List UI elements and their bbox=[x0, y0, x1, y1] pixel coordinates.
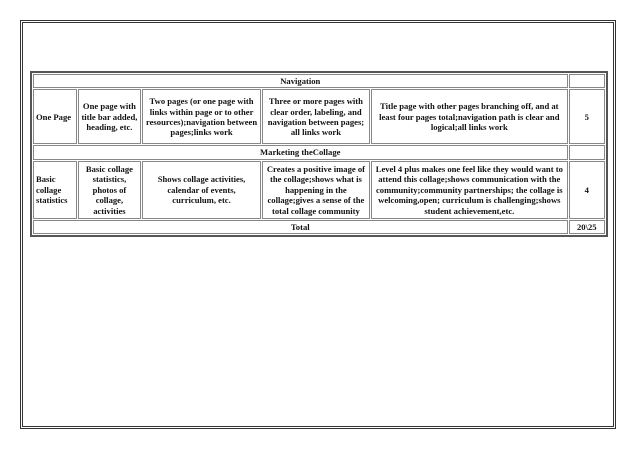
score-cell: 4 bbox=[569, 161, 605, 219]
level-1-cell: Basic collage statistics, photos of collage, activities bbox=[78, 161, 142, 219]
table-row bbox=[33, 89, 605, 144]
level-4-cell: Level 4 plus makes one feel like they would want to attend this collage;shows communication with the community;community partnerships; the collage is welcoming,open; curriculum is challenging;shows student achievement,etc. bbox=[371, 161, 567, 219]
total-label: Total bbox=[33, 220, 568, 234]
level-4-cell: Title page with other pages branching off, and at least four pages total;navigation path is clear and logical;all links work bbox=[371, 89, 567, 144]
level-3-cell: Creates a positive image of the collage;shows what is happening in the collage;gives a sense of the total collage community bbox=[262, 161, 370, 219]
level-3-cell: Three or more pages with clear order, labeling, and navigation between pages; all links work bbox=[262, 89, 370, 144]
total-score: 20\25 bbox=[569, 220, 605, 234]
empty-cell bbox=[569, 74, 605, 88]
table-row bbox=[33, 161, 605, 219]
total-row bbox=[33, 220, 605, 234]
level-1-cell: One page with title bar added, heading, etc. bbox=[78, 89, 142, 144]
category-cell: One Page bbox=[33, 89, 77, 144]
level-2-cell: Two pages (or one page with links within page or to other resources);navigation between pages;links work bbox=[142, 89, 260, 144]
category-cell: Basic collage statistics bbox=[33, 161, 77, 219]
empty-cell bbox=[569, 145, 605, 159]
section-header-marketing bbox=[33, 145, 605, 159]
section-title: Marketing theCollage bbox=[33, 145, 568, 159]
rubric-table bbox=[30, 71, 608, 237]
section-title: Navigation bbox=[33, 74, 568, 88]
section-header-navigation bbox=[33, 74, 605, 88]
level-2-cell: Shows collage activities, calendar of events, curriculum, etc. bbox=[142, 161, 260, 219]
score-cell: 5 bbox=[569, 89, 605, 144]
